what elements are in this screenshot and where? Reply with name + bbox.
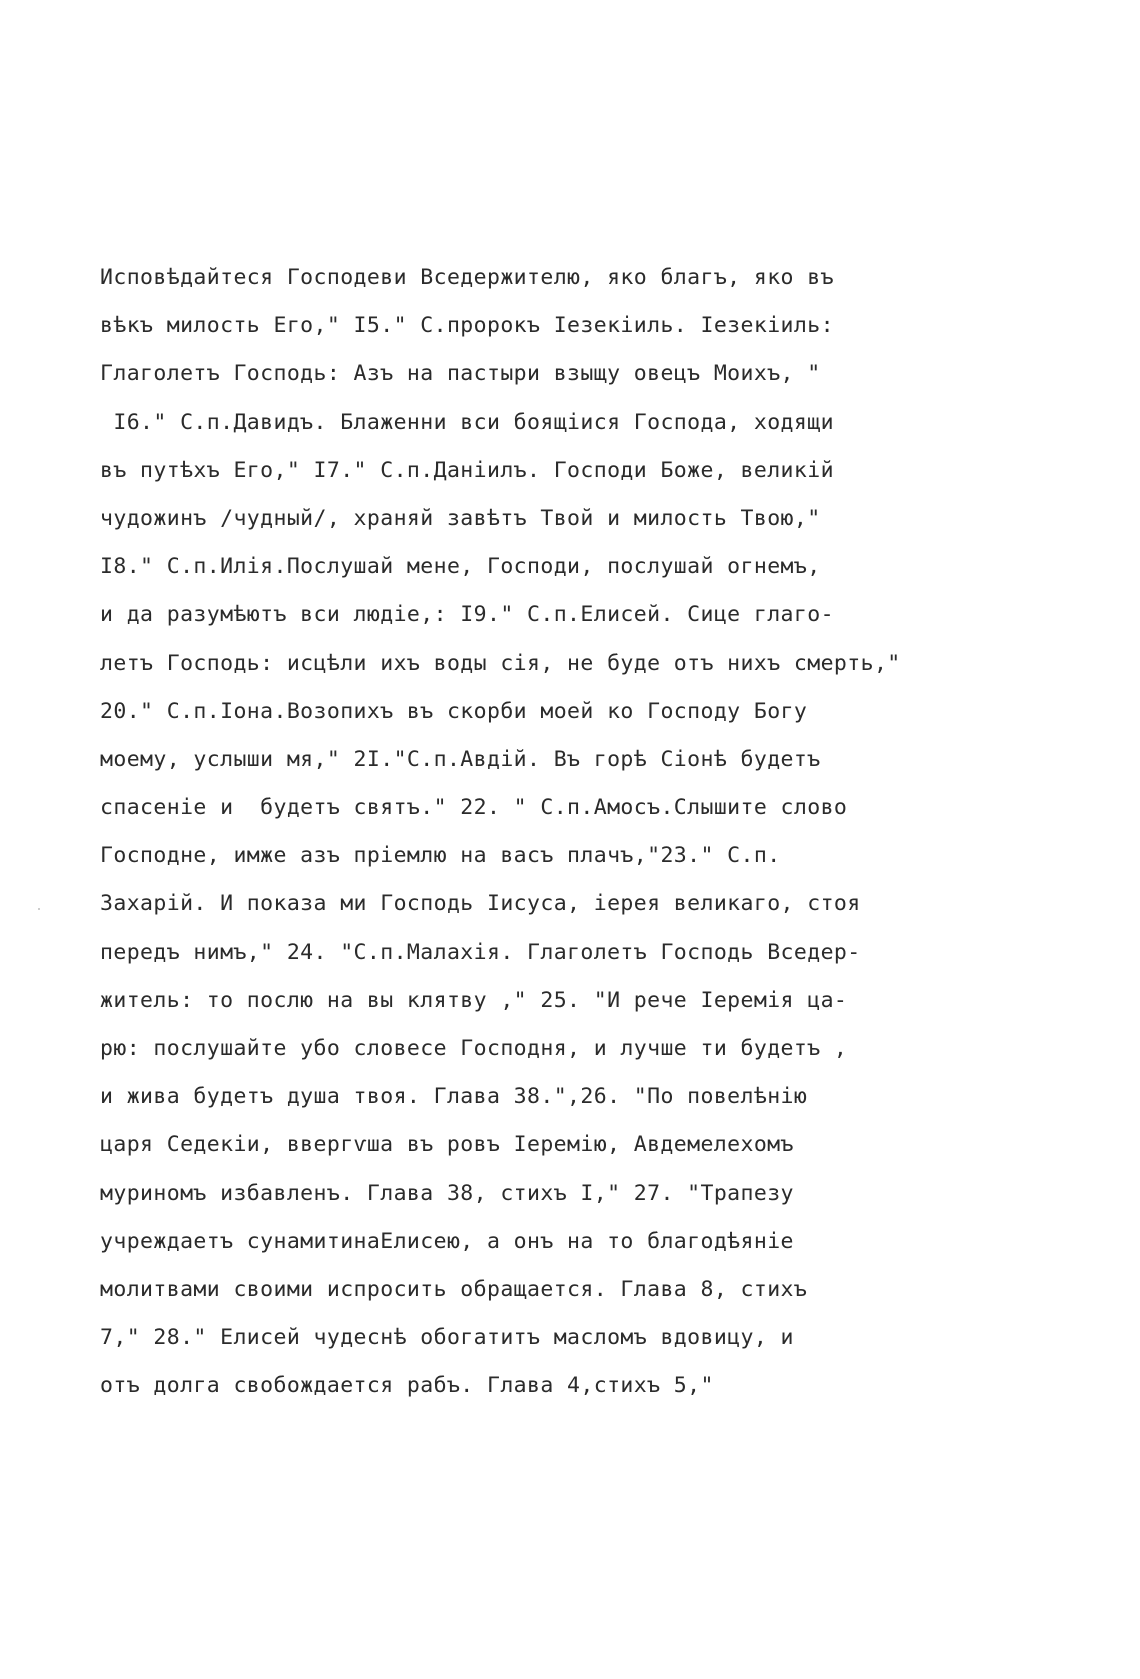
text-line: молитвами своими испросить обращается. Глава 8, стихъ — [100, 1276, 808, 1302]
text-line: житель: то послю на вы клятву ," 25. "И рече Iеремiя ца- — [100, 987, 848, 1013]
text-line: и да разумѣютъ вси людiе,: I9." С.п.Елисей. Сице глаго- — [100, 602, 834, 628]
text-line: Глаголетъ Господь: Азъ на пастыри взыщу овецъ Моихъ, " — [100, 361, 821, 387]
text-line: спасенiе и будетъ святъ." 22. " С.п.Амосъ.Слышите слово — [100, 795, 848, 821]
text-line: учреждаетъ сунамитинаЕлисею, а онъ на то благодѣянiе — [100, 1228, 794, 1254]
text-line: Господне, имже азъ прiемлю на васъ плачъ,"23." С.п. — [100, 843, 781, 869]
text-line: и жива будетъ душа твоя. Глава 38.",26. "По повелѣнiю — [100, 1084, 808, 1110]
text-line: отъ долга свобождается рабъ. Глава 4,стихъ 5," — [100, 1373, 714, 1399]
text-line: передъ нимъ," 24. "С.п.Малахiя. Глаголетъ Господь Вседер- — [100, 939, 861, 965]
text-line: 20." С.п.Iона.Возопихъ въ скорби моей ко Господу Богу — [100, 698, 808, 724]
text-line: Исповѣдайтеся Господеви Вседержителю, яко благъ, яко въ — [100, 265, 834, 290]
text-line: муриномъ избавленъ. Глава 38, стихъ I," 27. "Трапезу — [100, 1180, 794, 1206]
margin-speck — [38, 908, 40, 910]
text-line: рю: послушайте убо словесе Господня, и лучше ти будетъ , — [100, 1036, 848, 1061]
text-line: 7," 28." Елисей чудеснѣ обогатитъ масломъ вдовицу, и — [100, 1325, 794, 1351]
text-line: I6." С.п.Давидъ. Блаженни вси боящiися Господа, ходящи — [100, 409, 834, 435]
text-line: чудожинъ /чудный/, храняй завѣтъ Твой и милость Твою," — [100, 505, 821, 531]
text-line: вѣкъ милость Его," I5." С.пророкъ Iезекiиль. Iезекiиль: — [100, 313, 834, 339]
text-line: I8." С.п.Илiя.Послушай мене, Господи, послушай огнемъ, — [100, 554, 821, 580]
typed-text-block — [100, 254, 1100, 1411]
text-line: моему, услыши мя," 2I."С.п.Авдiй. Въ горѣ Сiонѣ будетъ — [100, 746, 821, 772]
text-line: летъ Господь: исцѣли ихъ воды сiя, не буде отъ нихъ смерть," — [100, 650, 901, 676]
text-line: Захарiй. И показа ми Господь Iисуса, iерея великаго, стоя — [100, 891, 861, 917]
text-line: въ путѣхъ Его," I7." С.п.Данiилъ. Господи Боже, великiй — [100, 457, 834, 483]
text-line: царя Седекiи, ввергѵша въ ровъ Iеремiю, Авдемелехомъ — [100, 1132, 794, 1158]
